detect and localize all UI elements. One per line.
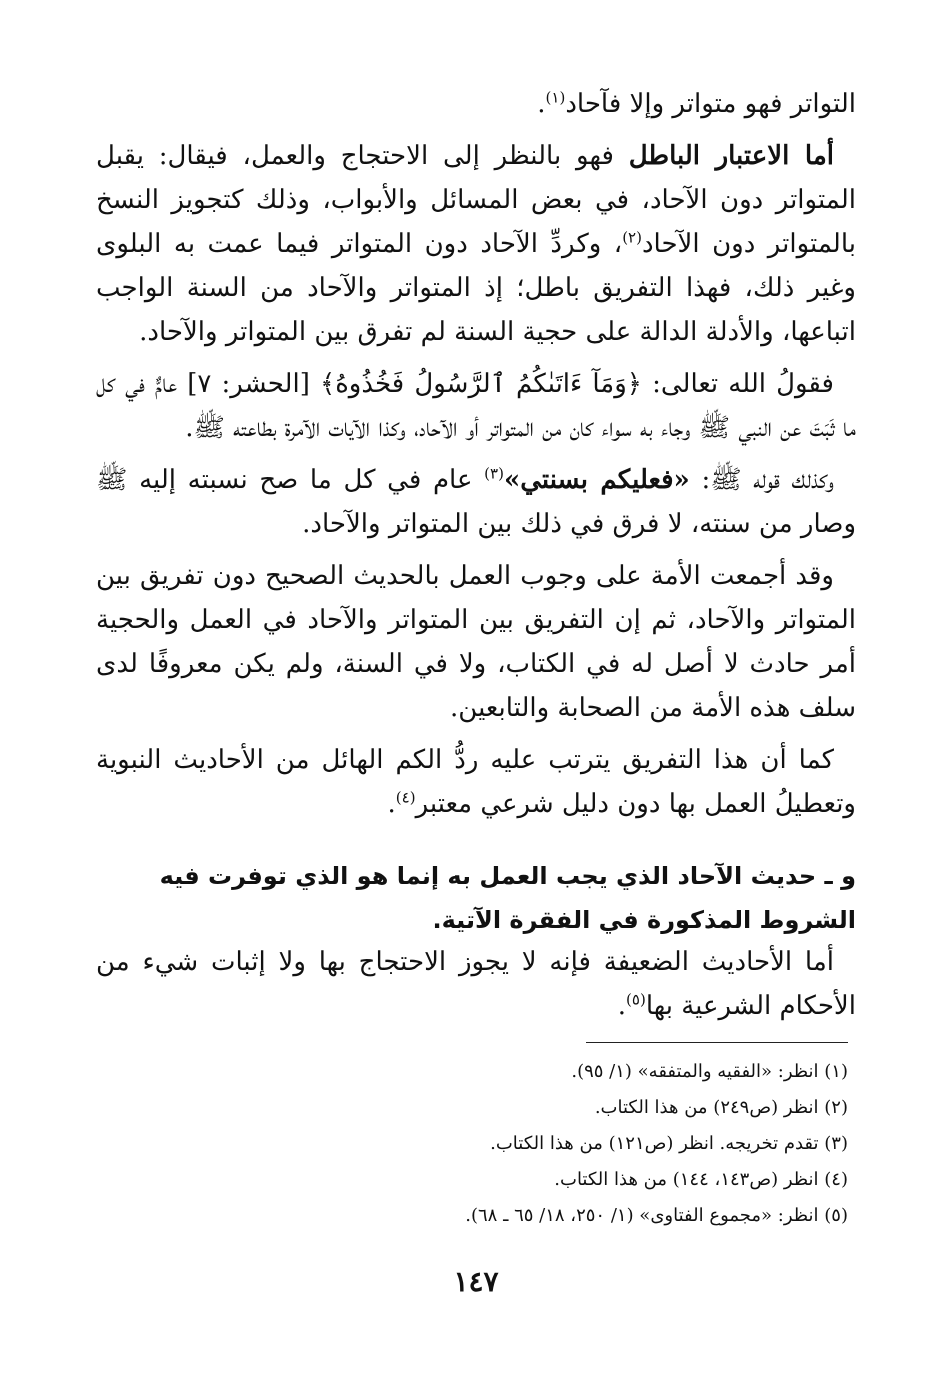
paragraph-7-end: . bbox=[617, 991, 627, 1021]
main-text-top bbox=[96, 82, 856, 826]
main-text-bottom bbox=[96, 940, 856, 1028]
paragraph-4-text-a: وكذلك قوله ﷺ: bbox=[689, 465, 834, 495]
footnote-3: (٣) تقدم تخريجه. انظر (ص١٢١) من هذا الكتاب. bbox=[490, 1133, 848, 1154]
paragraph-6-end: . bbox=[387, 789, 396, 819]
paragraph-3: فقولُ الله تعالى: ﴿وَمَآ ءَاتَىٰكُمُ ٱلرَّسُولُ فَخُذُوهُ﴾ [الحشر: ٧] عامٌّ في كل ما ثَبَتَ عن النبي ﷺ وجاء به سواء كان من المتواتر أو الآحاد، وكذا الآيات الآمرة بطاعته ﷺ. bbox=[96, 369, 856, 443]
footnotes bbox=[96, 1054, 848, 1234]
paragraph-6-text: كما أن هذا التفريق يترتب عليه ردُّ الكم الهائل من الأحاديث النبوية وتعطيلُ العمل بها دون دليل شرعي معتبر bbox=[96, 745, 856, 819]
footnote-ref-4: (٤) bbox=[395, 788, 416, 807]
page-number: ١٤٧ bbox=[453, 1265, 499, 1298]
footnote-ref-3: (٣) bbox=[484, 464, 504, 483]
footnote-2: (٢) انظر (ص٢٤٩) من هذا الكتاب. bbox=[594, 1097, 848, 1118]
paragraph-2-text-b: ، وكردِّ الآحاد دون المتواتر فيما عمت به البلوى وغير ذلك، فهذا التفريق باطل؛ إذ المتواتر والآحاد من السنة الواجب اتباعها، والأدلة الدالة على حجية السنة لم تفرق بين المتواتر والآحاد. bbox=[96, 229, 856, 347]
paragraph-6 bbox=[96, 738, 856, 826]
paragraph-4 bbox=[96, 458, 856, 546]
paragraph-4-bold: «فعليكم بسنتي» bbox=[503, 465, 690, 495]
paragraph-2 bbox=[96, 134, 856, 354]
paragraph-4-text-b: عام في كل ما صح نسبته إليه ﷺ وصار من سنته، لا فرق في ذلك بين المتواتر والآحاد. bbox=[96, 465, 856, 539]
footnote-5: (٥) انظر: «مجموع الفتاوى» (١/ ٢٥٠، ١٨/ ٦٥ ـ ٦٨). bbox=[465, 1205, 848, 1226]
paragraph-2-bold: أما الاعتبار الباطل bbox=[628, 141, 834, 171]
section-heading: و ـ حديث الآحاد الذي يجب العمل به إنما هو الذي توفرت فيه الشروط المذكورة في الفقرة الآتية. bbox=[159, 862, 856, 934]
paragraph-7-text: أما الأحاديث الضعيفة فإنه لا يجوز الاحتجاج بها ولا إثبات شيء من الأحكام الشرعية بها bbox=[96, 947, 856, 1021]
footnote-ref-2: (٢) bbox=[622, 228, 642, 247]
footnote-ref-1: (١) bbox=[545, 88, 566, 107]
footnote-ref-5: (٥) bbox=[626, 990, 646, 1009]
paragraph-5: وقد أجمعت الأمة على وجوب العمل بالحديث الصحيح دون تفريق بين المتواتر والآحاد، ثم إن التفريق بين المتواتر والآحاد في العمل والحجية أمر حادث لا أصل له في الكتاب، ولا في السنة، ولم يكن معروفًا لدى سلف هذه الأمة من الصحابة والتابعين. bbox=[96, 561, 856, 723]
paragraph-1-text: التواتر فهو متواتر وإلا فآحاد bbox=[565, 89, 856, 119]
footnote-1: (١) انظر: «الفقيه والمتفقه» (١/ ٩٥). bbox=[571, 1061, 848, 1082]
paragraph-7 bbox=[96, 940, 856, 1028]
footnote-4: (٤) انظر (ص١٤٣، ١٤٤) من هذا الكتاب. bbox=[554, 1169, 848, 1190]
footnote-separator bbox=[586, 1042, 848, 1043]
paragraph-1-end: . bbox=[537, 89, 546, 119]
paragraph-1 bbox=[96, 82, 856, 126]
paragraph-2-text-a: فهو بالنظر إلى الاحتجاج والعمل، فيقال: يقبل المتواتر دون الآحاد، في بعض المسائل والأبواب، وذلك كتجويز النسخ بالمتواتر دون الآحاد bbox=[96, 141, 857, 259]
